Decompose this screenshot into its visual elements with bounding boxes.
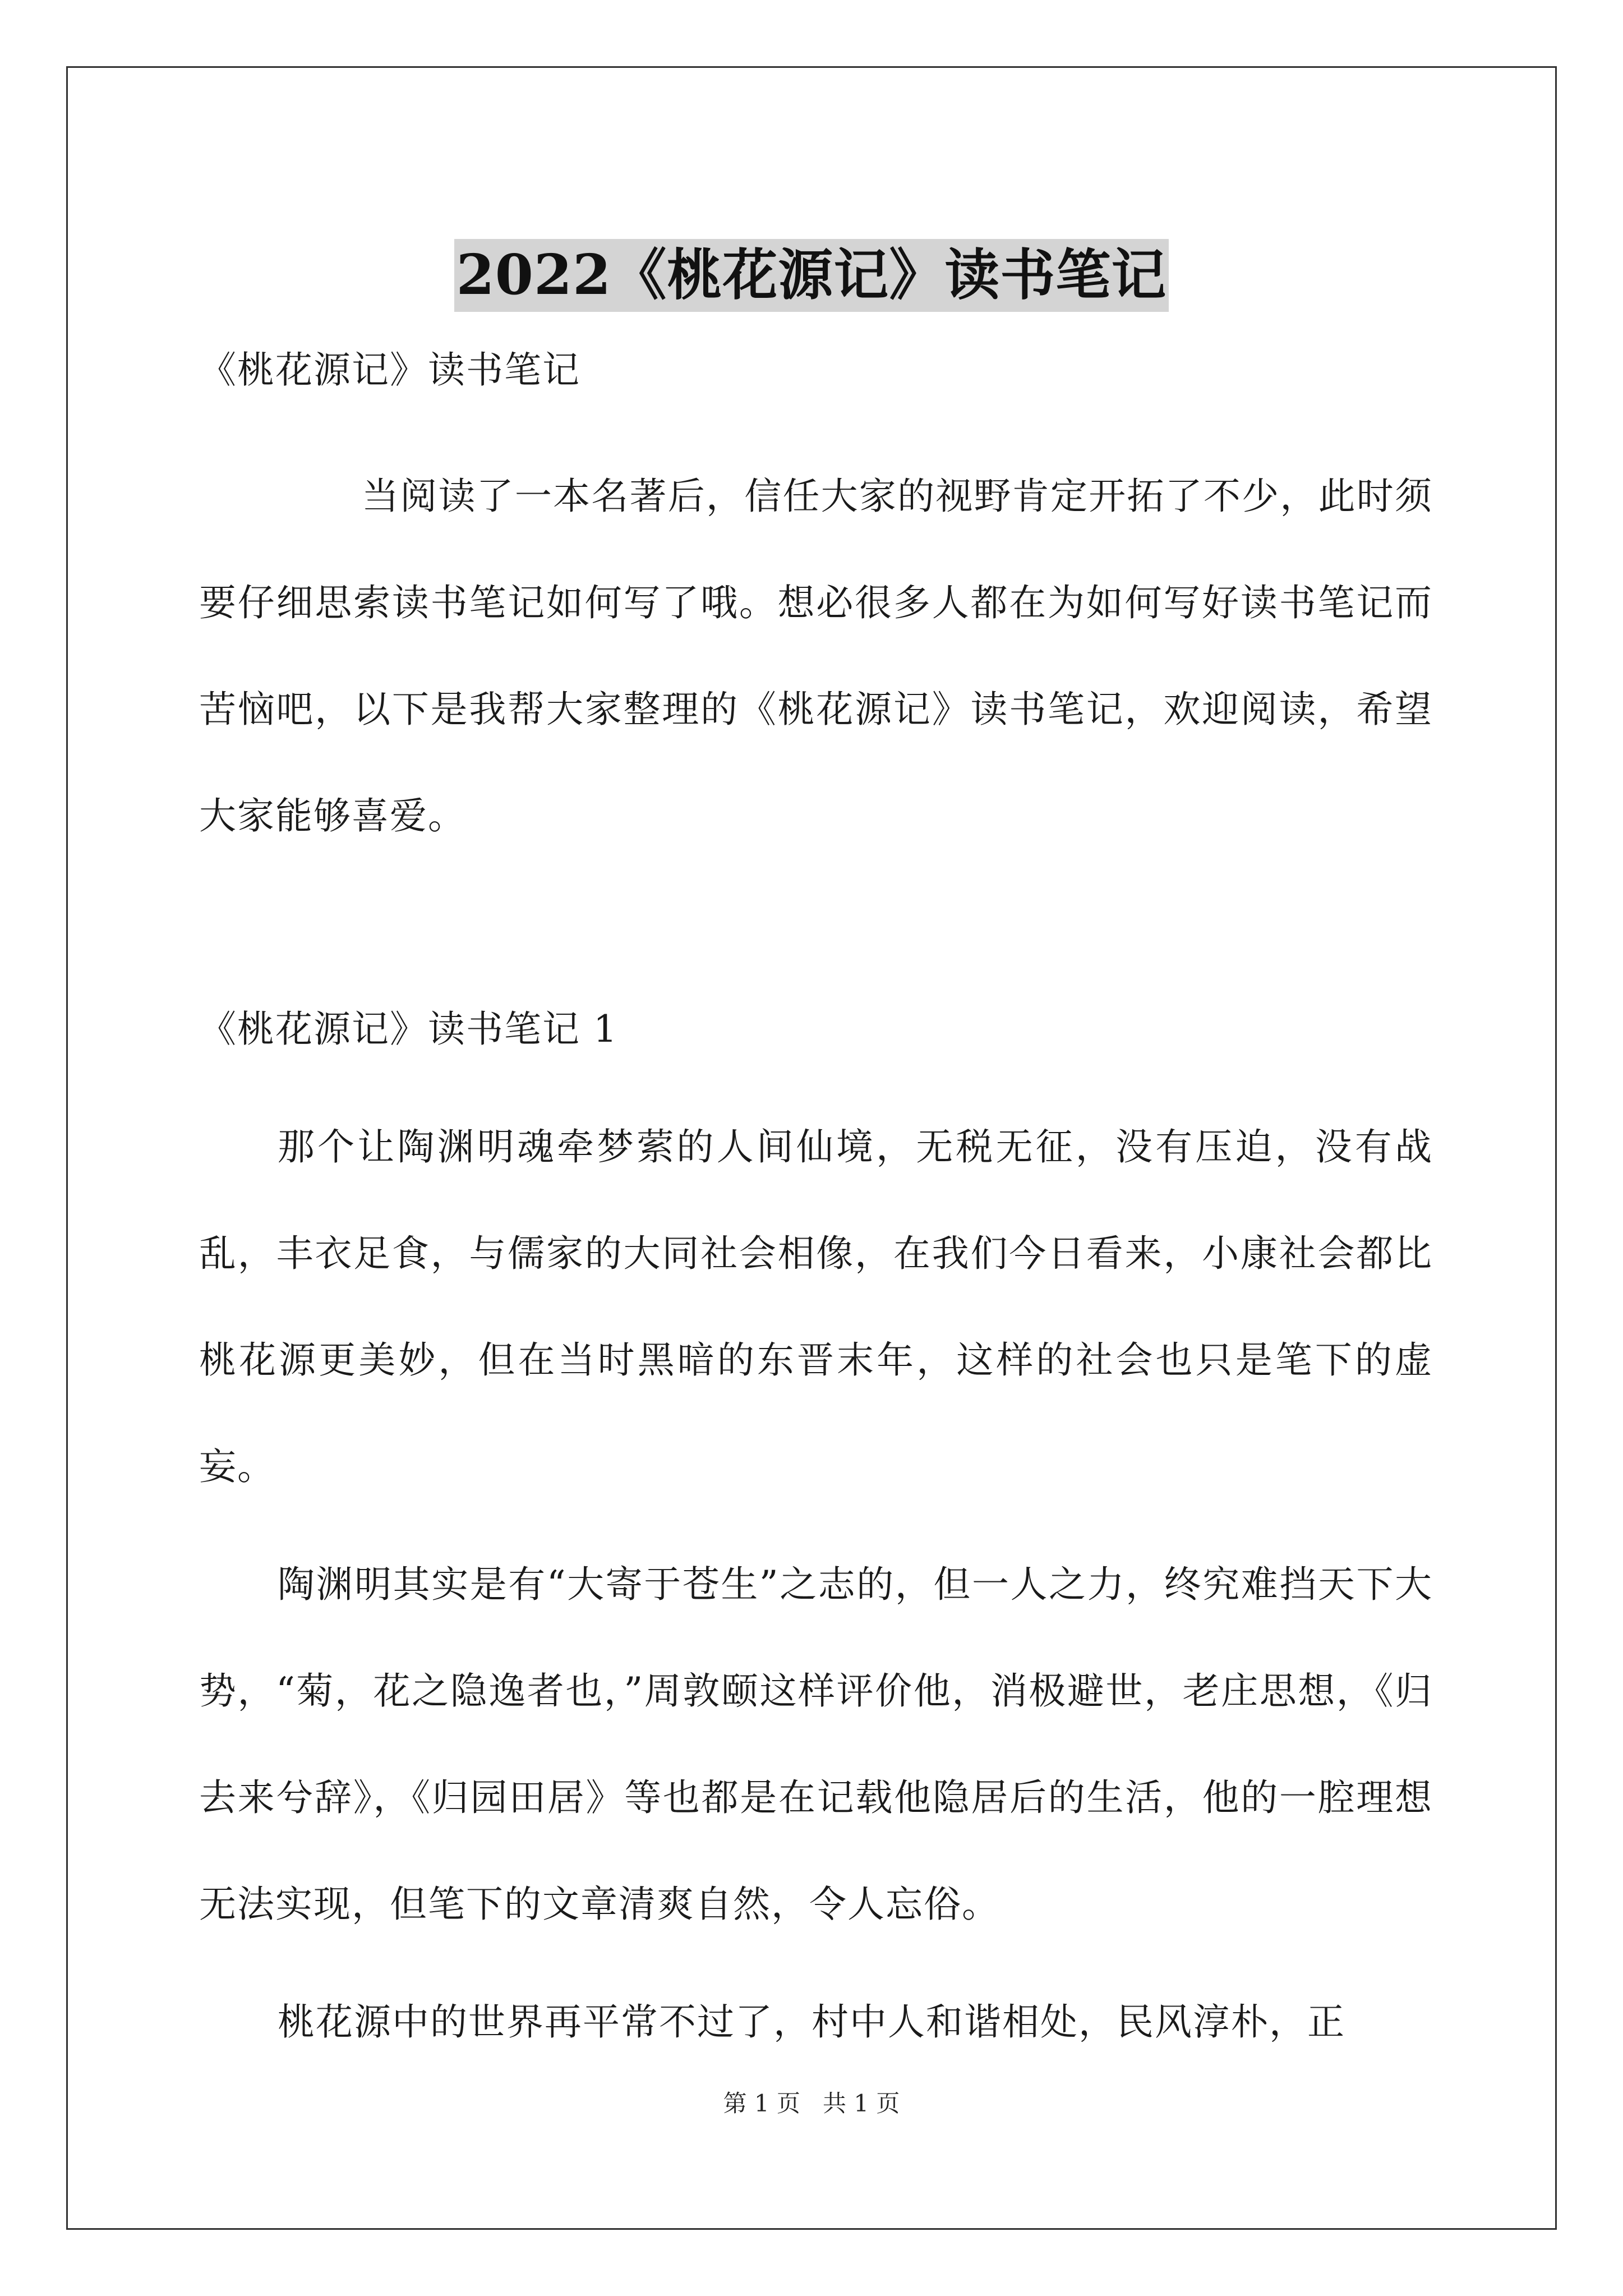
section-1-paragraph-2: 陶渊明其实是有“大寄于苍生”之志的，但一人之力，终究难挡天下大势，“菊，花之隐逸者也，”周敦颐这样评价他，消极避世，老庄思想，《归去来兮辞》，《归园田居》等也都是在记载他隐居后的生活，他的一腔理想无法实现，但笔下的文章清爽自然，令人忘俗。 bbox=[199, 1563, 1433, 1926]
page-footer bbox=[0, 2087, 1623, 2120]
page-total: 共 1 页 bbox=[823, 2090, 900, 2117]
document-title: 2022《桃花源记》读书笔记 bbox=[454, 239, 1169, 312]
intro-heading: 《桃花源记》读书笔记 bbox=[199, 348, 580, 392]
title-area bbox=[0, 202, 1623, 348]
intro-paragraph: 当阅读了一本名著后，信任大家的视野肯定开拓了不少，此时须要仔细思索读书笔记如何写了哦。想必很多人都在为如何写好读书笔记而苦恼吧，以下是我帮大家整理的《桃花源记》读书笔记，欢迎阅读，希望大家能够喜爱。 bbox=[199, 475, 1433, 838]
section-1-heading: 《桃花源记》读书笔记 1 bbox=[199, 1007, 618, 1051]
section-1-paragraph-3: 桃花源中的世界再平常不过了，村中人和谐相处，民风淳朴，正 bbox=[278, 2000, 1345, 2044]
section-1-paragraph-1: 那个让陶渊明魂牵梦萦的人间仙境，无税无征，没有压迫，没有战乱，丰衣足食，与儒家的大同社会相像，在我们今日看来，小康社会都比桃花源更美妙，但在当时黑暗的东晋末年，这样的社会也只是笔下的虚妄。 bbox=[199, 1125, 1433, 1488]
document-body bbox=[199, 337, 1433, 2076]
page-number: 第 1 页 bbox=[723, 2090, 800, 2117]
